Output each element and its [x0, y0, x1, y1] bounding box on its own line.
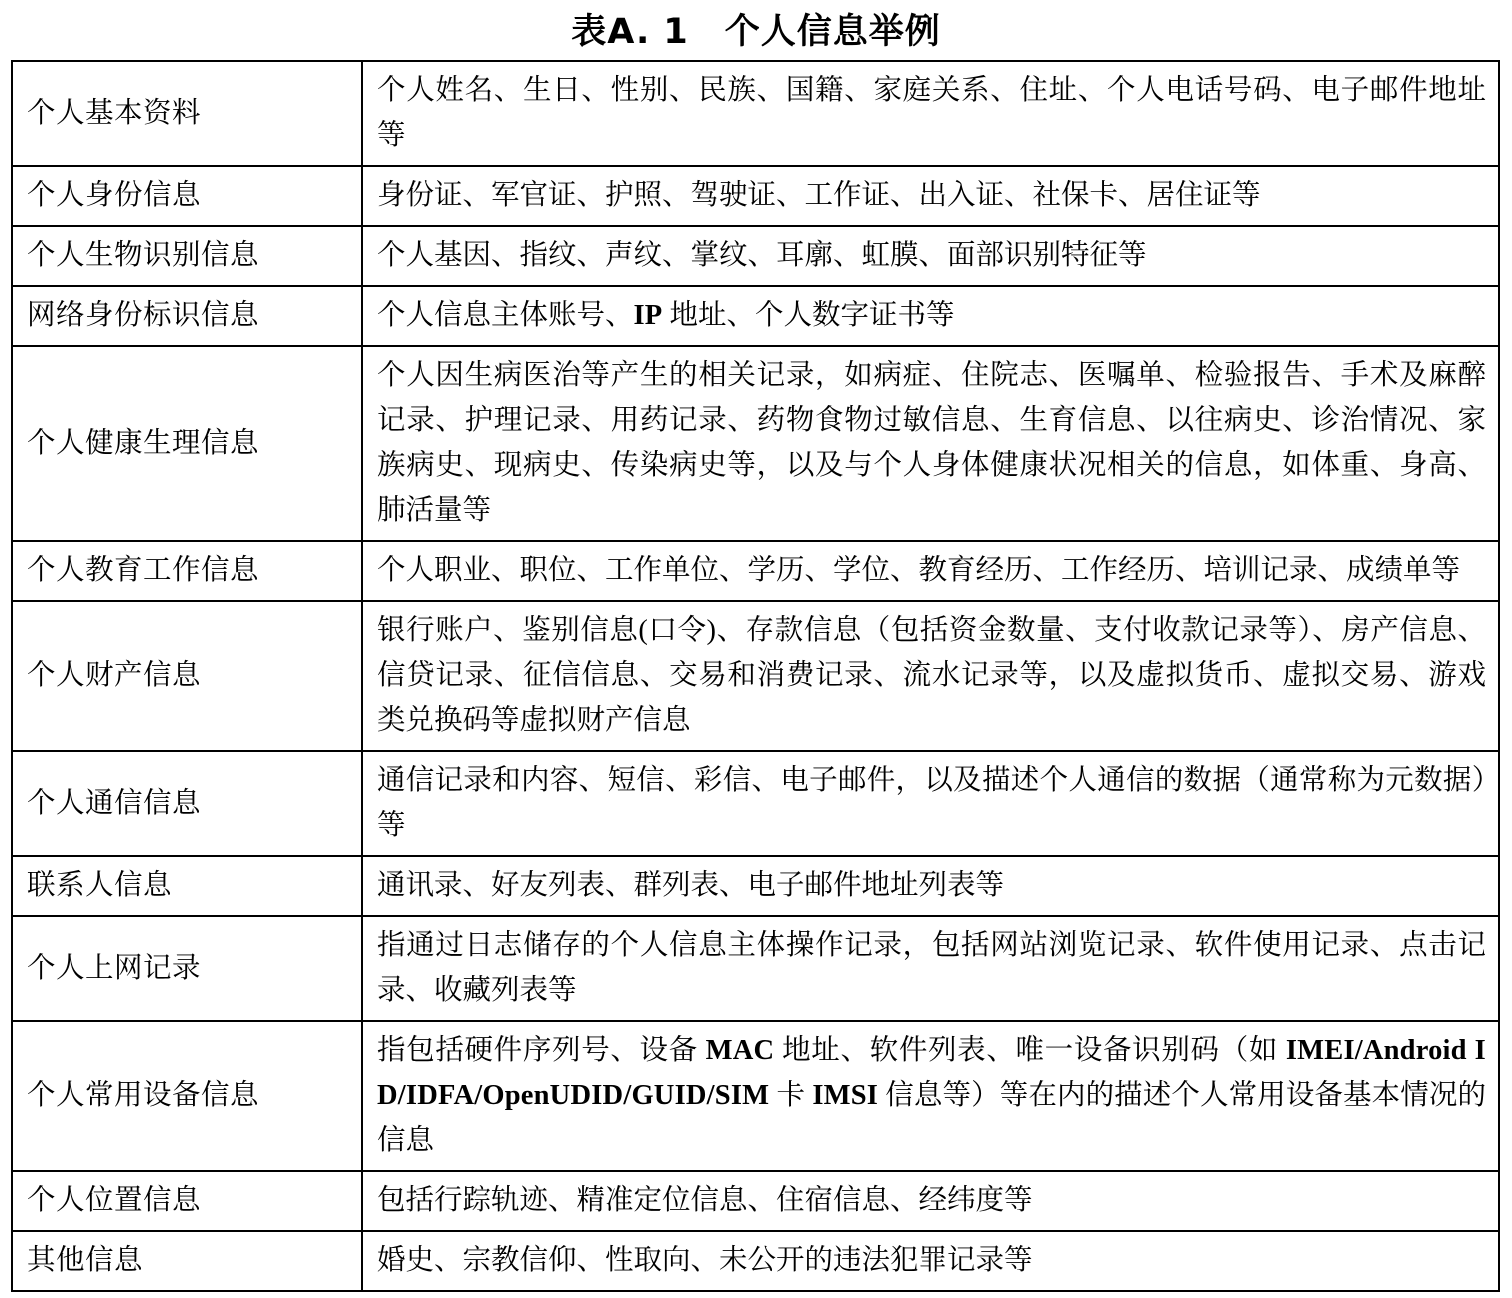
row-label: 个人财产信息	[12, 601, 362, 751]
table-container	[0, 60, 1512, 1292]
table-row	[12, 1021, 1499, 1171]
row-label: 个人通信信息	[12, 751, 362, 856]
table-row	[12, 226, 1499, 286]
value-text-pre: 指包括硬件序列号、设备	[377, 1035, 706, 1066]
row-label: 其他信息	[12, 1231, 362, 1291]
row-label: 个人基本资料	[12, 61, 362, 166]
row-value: 身份证、军官证、护照、驾驶证、工作证、出入证、社保卡、居住证等	[362, 166, 1499, 226]
row-value: 个人姓名、生日、性别、民族、国籍、家庭关系、住址、个人电话号码、电子邮件地址等	[362, 61, 1499, 166]
row-value: 个人因生病医治等产生的相关记录，如病症、住院志、医嘱单、检验报告、手术及麻醉记录、护理记录、用药记录、药物食物过敏信息、生育信息、以往病史、诊治情况、家族病史、现病史、传染病史等，以及与个人身体健康状况相关的信息，如体重、身高、肺活量等	[362, 346, 1499, 541]
row-value	[362, 286, 1499, 346]
value-latin-imsi: IMSI	[812, 1080, 879, 1111]
row-label: 联系人信息	[12, 856, 362, 916]
table-row	[12, 1171, 1499, 1231]
value-latin-ip: IP	[633, 300, 663, 331]
value-text-post: 信息等）等在内的描述个人常用设备基本情况的信息	[377, 1080, 1486, 1156]
row-value: 婚史、宗教信仰、性取向、未公开的违法犯罪记录等	[362, 1231, 1499, 1291]
table-row	[12, 166, 1499, 226]
row-value: 通讯录、好友列表、群列表、电子邮件地址列表等	[362, 856, 1499, 916]
value-text-post: 地址、个人数字证书等	[662, 300, 955, 331]
table-row	[12, 541, 1499, 601]
row-label: 个人常用设备信息	[12, 1021, 362, 1171]
table-row	[12, 346, 1499, 541]
table-row	[12, 601, 1499, 751]
row-value: 银行账户、鉴别信息(口令)、存款信息（包括资金数量、支付收款记录等）、房产信息、信贷记录、征信信息、交易和消费记录、流水记录等，以及虚拟货币、虚拟交易、游戏类兑换码等虚拟财产信息	[362, 601, 1499, 751]
row-value: 个人基因、指纹、声纹、掌纹、耳廓、虹膜、面部识别特征等	[362, 226, 1499, 286]
value-text-mid2: 卡	[769, 1080, 813, 1111]
row-value: 通信记录和内容、短信、彩信、电子邮件，以及描述个人通信的数据（通常称为元数据）等	[362, 751, 1499, 856]
table-row	[12, 61, 1499, 166]
row-label: 个人健康生理信息	[12, 346, 362, 541]
table-row	[12, 916, 1499, 1021]
table-row	[12, 1231, 1499, 1291]
table-row	[12, 286, 1499, 346]
row-value	[362, 1021, 1499, 1171]
row-label: 个人生物识别信息	[12, 226, 362, 286]
value-latin-mac: MAC	[705, 1035, 775, 1066]
table-caption: 表A. 1 个人信息举例	[571, 12, 941, 52]
row-label: 个人上网记录	[12, 916, 362, 1021]
value-text-pre: 个人信息主体账号、	[377, 300, 634, 331]
table-row	[12, 751, 1499, 856]
row-label: 网络身份标识信息	[12, 286, 362, 346]
personal-information-table	[11, 60, 1500, 1292]
row-value: 个人职业、职位、工作单位、学历、学位、教育经历、工作经历、培训记录、成绩单等	[362, 541, 1499, 601]
row-label: 个人身份信息	[12, 166, 362, 226]
value-text-mid: 地址、软件列表、唯一设备识别码（如	[774, 1035, 1286, 1066]
row-label: 个人位置信息	[12, 1171, 362, 1231]
table-body	[12, 61, 1499, 1291]
row-value: 指通过日志储存的个人信息主体操作记录，包括网站浏览记录、软件使用记录、点击记录、收藏列表等	[362, 916, 1499, 1021]
value-latin-device-ids: IMEI/Android ID/IDFA/OpenUDID/GUID/SIM	[377, 1035, 1486, 1111]
table-row	[12, 856, 1499, 916]
row-label: 个人教育工作信息	[12, 541, 362, 601]
row-value: 包括行踪轨迹、精准定位信息、住宿信息、经纬度等	[362, 1171, 1499, 1231]
